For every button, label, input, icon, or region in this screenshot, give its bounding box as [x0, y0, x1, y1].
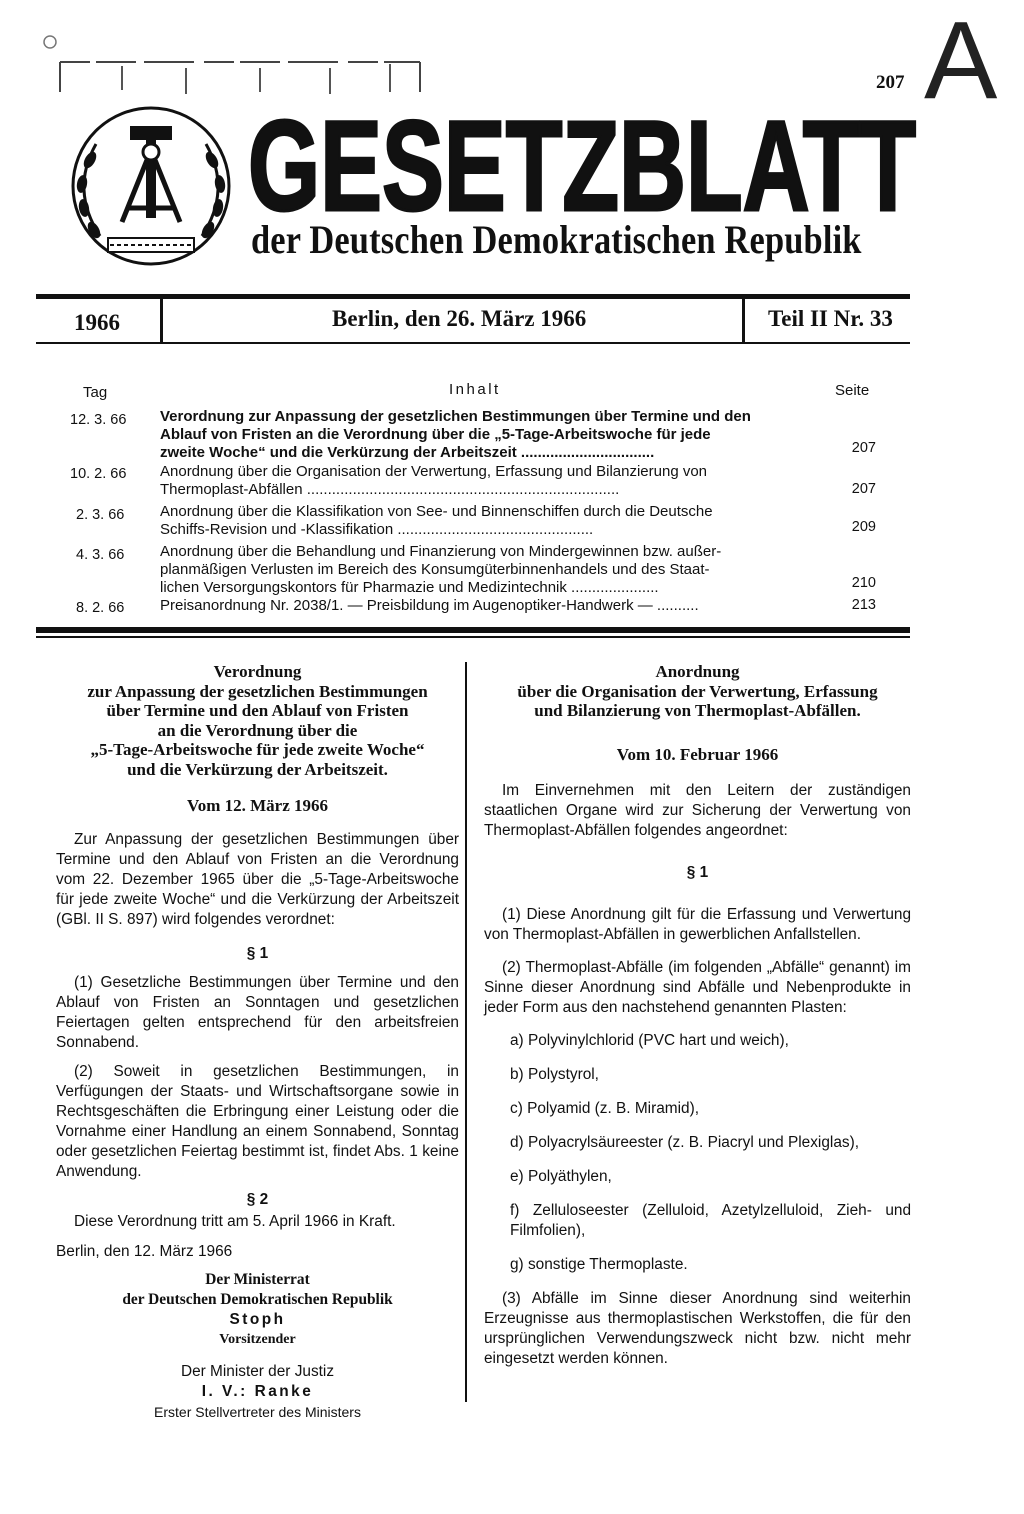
paragraph: (1) Gesetzliche Bestimmungen über Termine und den Ablauf von Fristen an Sonntagen und gesetzlichen Feiertagen gelten entsprechend für den arbeitsfreien Sonnabend. — [56, 973, 459, 1051]
paragraph: (3) Abfälle im Sinne dieser Anordnung sind weiterhin Erzeugnisse aus thermoplastischen Werkstoffen, die für den ursprünglichen Verwendungszweck nicht bzw. nicht mehr eingesetzt werden können. — [484, 1290, 911, 1367]
masthead-subtitle: der Deutschen Demokratischen Republik — [251, 217, 862, 262]
list-item: a) Polyvinylchlorid (PVC hart und weich), — [510, 1032, 789, 1049]
toc-entry-title: Anordnung über die Organisation der Verwertung, Erfassung und Bilanzierung von Thermoplast-Abfällen ........................................................................... — [160, 463, 708, 498]
toc-entry-date: 12. 3. 66 — [70, 412, 127, 428]
toc-entry-title: Anordnung über die Klassifikation von See- und Binnenschiffen durch die Deutsche Schiffs-Revision und -Klassifikation ............................................... — [160, 503, 713, 538]
toc-entry-title: Anordnung über die Behandlung und Finanzierung von Mindergewinnen bzw. außer- planmäßigen Verlusten im Bereich des Konsumgüterbinnenhandels und des Staat- lichen Versorgungskontors für Pharmazie und Medizintechnik ..................... — [160, 543, 722, 596]
order-date: Vom 10. Februar 1966 — [616, 744, 779, 764]
header-divider-right — [742, 299, 745, 343]
regulation-date: Vom 12. März 1966 — [186, 796, 328, 815]
toc-entry-page: 213 — [851, 597, 876, 613]
order-preamble: Im Einvernehmen mit den Leitern der zuständigen staatlichen Organe wird zur Sicherung der Verwertung von Thermoplast-Abfällen folgendes angeordnet: — [484, 782, 911, 839]
state-emblem-icon — [60, 104, 242, 274]
paragraph: (2) Soweit in gesetzlichen Bestimmungen, in Verfügungen der Staats- und Wirtschaftsorgane sowie in Rechtsgeschäften die Erbringung einer Leistung oder die Vornahme einer Handlung an einem Sonnabend, Sonntag oder gesetzlichen Feiertag bestimmt ist, findet Abs. 1 keine Anwendung. — [56, 1062, 459, 1180]
contents-rule-bottom-thin — [36, 636, 910, 638]
signature-role: Erster Stellvertreter des Ministers — [154, 1403, 361, 1420]
signature-name: I. V.: Ranke — [201, 1382, 314, 1400]
toc-entry-date: 4. 3. 66 — [76, 547, 125, 563]
signature-role: Vorsitzender — [219, 1331, 296, 1347]
signature-name: Stoph — [229, 1310, 286, 1328]
toc-entry-page: 209 — [851, 519, 876, 535]
toc-entry-date: 2. 3. 66 — [76, 507, 125, 523]
list-item: f) Zelluloseester (Zelluloid, Azetylzelluloid, Zieh- und Filmfolien), — [510, 1202, 911, 1239]
toc-entry-title: Preisanordnung Nr. 2038/1. — Preisbildung im Augenoptiker-Handwerk — .......... — [160, 597, 699, 614]
signature-body: der Deutschen Demokratischen Republik — [122, 1290, 393, 1308]
page-number: 207 — [876, 72, 905, 93]
list-item: c) Polyamid (z. B. Miramid), — [510, 1100, 699, 1117]
issue-number: Teil II Nr. 33 — [768, 306, 893, 331]
section-heading: § 2 — [246, 1190, 269, 1208]
issue-year: 1966 — [74, 310, 120, 335]
masthead-title-text: GESETZBLATT — [248, 100, 916, 222]
regulation-title: Verordnung zur Anpassung der gesetzlichen Bestimmungen über Termine und den Ablauf von Fristen an die Verordnung über die „5-Tage-Arbeitswoche für jede zweite Woche“ und die Verkürzung der Arbeitszeit. — [87, 662, 428, 779]
toc-entry-date: 8. 2. 66 — [76, 600, 125, 616]
left-column — [56, 662, 459, 1422]
right-column — [484, 662, 911, 1369]
column-divider — [465, 662, 467, 1402]
paragraph: (2) Thermoplast-Abfälle (im folgenden „Abfälle“ genannt) im Sinne dieser Anordnung sind Abfälle und Nebenprodukte in jeder Form aus den nachstehend genannten Plasten: — [484, 959, 911, 1016]
list-item: g) sonstige Thermoplaste. — [510, 1256, 688, 1273]
corner-mark: A — [924, 0, 998, 122]
section-heading: § 1 — [686, 864, 709, 881]
toc-entry-page: 207 — [851, 481, 876, 497]
contents-col-page: Seite — [835, 382, 870, 399]
regulation-preamble: Zur Anpassung der gesetzlichen Bestimmungen über Termine und den Ablauf von Fristen an die Verordnung vom 22. Dezember 1965 über die „5-Tage-Arbeitswoche für jede zweite Woche“ und die Verkürzung der Arbeitszeit (GBl. II S. 897) wird folgendes verordnet: — [56, 830, 459, 928]
list-item: e) Polyäthylen, — [510, 1168, 612, 1185]
contents-col-title: Inhalt — [449, 381, 501, 398]
masthead-title — [248, 100, 920, 222]
list-item: b) Polystyrol, — [510, 1066, 599, 1083]
header-rule-top — [36, 294, 910, 299]
header-divider-left — [160, 299, 163, 343]
contents-col-date: Tag — [83, 384, 108, 401]
section-heading: § 1 — [246, 944, 269, 962]
paragraph: Diese Verordnung tritt am 5. April 1966 in Kraft. — [74, 1212, 396, 1230]
order-title: Anordnung über die Organisation der Verwertung, Erfassung und Bilanzierung von Thermoplast-Abfällen. — [517, 662, 878, 720]
signing-place-date: Berlin, den 12. März 1966 — [56, 1242, 233, 1260]
signature-body: Der Minister der Justiz — [180, 1362, 335, 1380]
list-item: d) Polyacrylsäureester (z. B. Piacryl und Plexiglas), — [510, 1134, 859, 1151]
signature-body: Der Ministerrat — [205, 1270, 310, 1288]
issue-place-date: Berlin, den 26. März 1966 — [332, 306, 587, 331]
toc-entry-date: 10. 2. 66 — [70, 466, 127, 482]
paragraph: (1) Diese Anordnung gilt für die Erfassung und Verwertung von Thermoplast-Abfällen in gewerblichen Anfallstellen. — [484, 906, 911, 943]
toc-entry-title: Verordnung zur Anpassung der gesetzlichen Bestimmungen über Termine und den Ablauf von Fristen an die Verordnung über die „5-Tage-Arbeitswoche für jede zweite Woche“ und die Verkürzung der Arbeitszeit ................................ — [160, 408, 751, 461]
toc-entry-page: 207 — [851, 440, 876, 456]
toc-entry-page: 210 — [851, 575, 876, 591]
contents-rule-bottom — [36, 627, 910, 633]
archive-stamp-marks — [30, 28, 442, 100]
header-rule-bottom — [36, 342, 910, 344]
